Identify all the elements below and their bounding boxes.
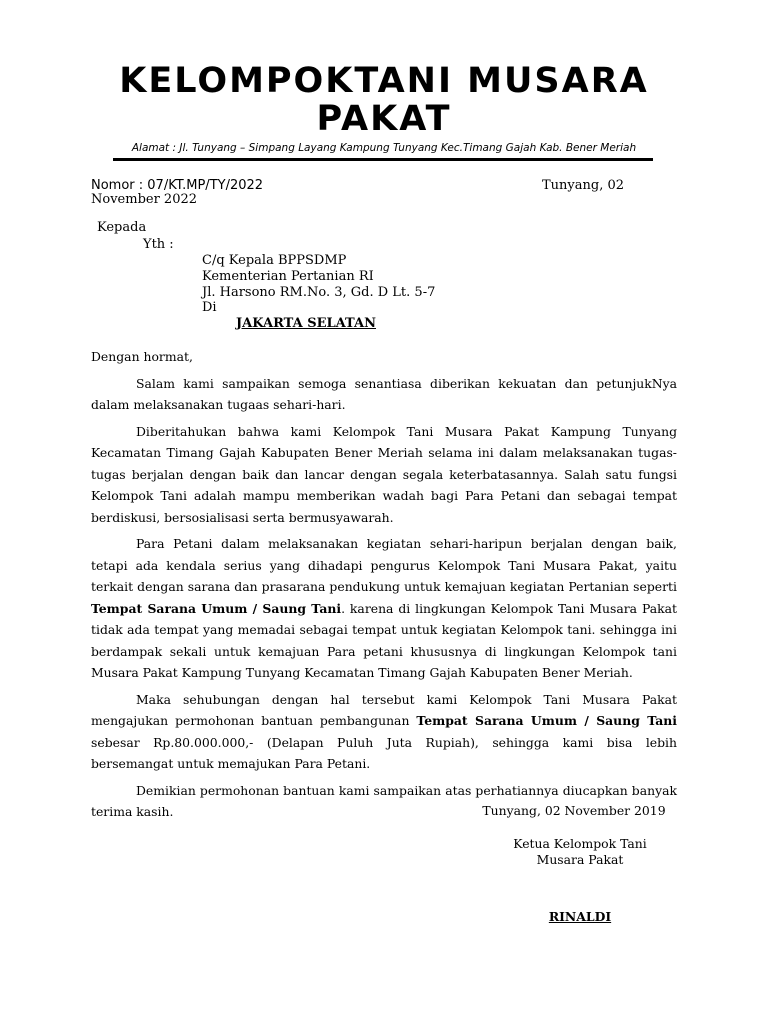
paragraph-4-emphasis: Tempat Sarana Umum / Saung Tani <box>416 713 678 728</box>
signature-name <box>440 909 720 925</box>
recipient-yth: Yth : <box>143 237 174 252</box>
recipient-city: JAKARTA SELATAN <box>236 316 376 331</box>
recipient-line-4: Di <box>202 300 217 315</box>
header-divider <box>113 158 653 161</box>
paragraph-4-text-a: Maka sehubungan dengan hal tersebut kami Kelompok Tani Musara Pakat mengajukan permohonan bantuan pembangunan <box>91 691 677 728</box>
org-title: KELOMPOKTANI MUSARA PAKAT <box>119 61 649 139</box>
letter-date-part1: Tunyang, 02 <box>542 178 625 193</box>
recipient-line-3: Jl. Harsono RM.No. 3, Gd. D Lt. 5-7 <box>202 285 436 300</box>
letter-number: Nomor : 07/KT.MP/TY/2022 <box>91 178 264 193</box>
greeting: Dengan hormat, <box>91 349 193 364</box>
paragraph-3-text-b: . karena di lingkungan Kelompok Tani Musara Pakat tidak ada tempat yang memadai sebagai tempat untuk kegiatan Kelompok tani. sehingga ini berdampak sekali untuk kemajuan Para petani khususnya di lingkungan Kelompok tani Musara Pakat Kampung Tunyang Kecamatan Timang Gajah Kabupaten Bener Meriah. <box>91 600 677 680</box>
recipient-line-2: Kementerian Pertanian RI <box>202 269 374 284</box>
signature-date: Tunyang, 02 November 2019 <box>482 803 666 818</box>
paragraph-2: Diberitahukan bahwa kami Kelompok Tani Musara Pakat Kampung Tunyang Kecamatan Timang Gajah Kabupaten Bener Meriah selama ini dalam melaksanakan tugas-tugas berjalan dengan baik dan lancar dengan segala keterbatasannya. Salah satu fungsi Kelompok Tani adalah mampu memberikan wadah bagi Para Petani dan sebagai tempat berdiskusi, bersosialisasi serta bermusyawarah. <box>91 423 677 525</box>
paragraph-3 <box>91 533 677 684</box>
signature-role-line-2: Musara Pakat <box>536 852 624 867</box>
recipient-line-1: C/q Kepala BPPSDMP <box>202 253 347 268</box>
paragraph-3-emphasis: Tempat Sarana Umum / Saung Tani <box>91 600 342 616</box>
paragraph-1: Salam kami sampaikan semoga senantiasa diberikan kekuatan dan petunjukNya dalam melaksanakan tugaas sehari-hari. <box>91 375 677 412</box>
signature-name-text: RINALDI <box>548 909 612 924</box>
letter-body <box>91 346 677 823</box>
paragraph-4 <box>91 689 677 775</box>
signature-role-line-1: Ketua Kelompok Tani <box>513 836 647 851</box>
paragraph-3-text-a: Para Petani dalam melaksanakan kegiatan sehari-haripun berjalan dengan baik, tetapi ada kendala serius yang dihadapi pengurus Kelompok Tani Musara Pakat, yaitu terkait dengan sarana dan prasarana pendukung untuk kemajuan kegiatan Pertanian seperti <box>91 536 677 594</box>
org-address: Alamat : Jl. Tunyang – Simpang Layang Kampung Tunyang Kec.Timang Gajah Kab. Bener Meriah <box>131 142 637 154</box>
paragraph-4-text-b: sebesar Rp.80.000.000,- (Delapan Puluh Juta Rupiah), sehingga kami bisa lebih bersemangat untuk memajukan Para Petani. <box>91 734 677 771</box>
signature-role <box>440 836 720 868</box>
recipient-kepada: Kepada <box>97 220 147 235</box>
paragraph-5: Demikian permohonan bantuan kami sampaikan atas perhatiannya diucapkan banyak terima kasih. <box>91 782 677 819</box>
letter-date-part2: November 2022 <box>91 192 198 207</box>
